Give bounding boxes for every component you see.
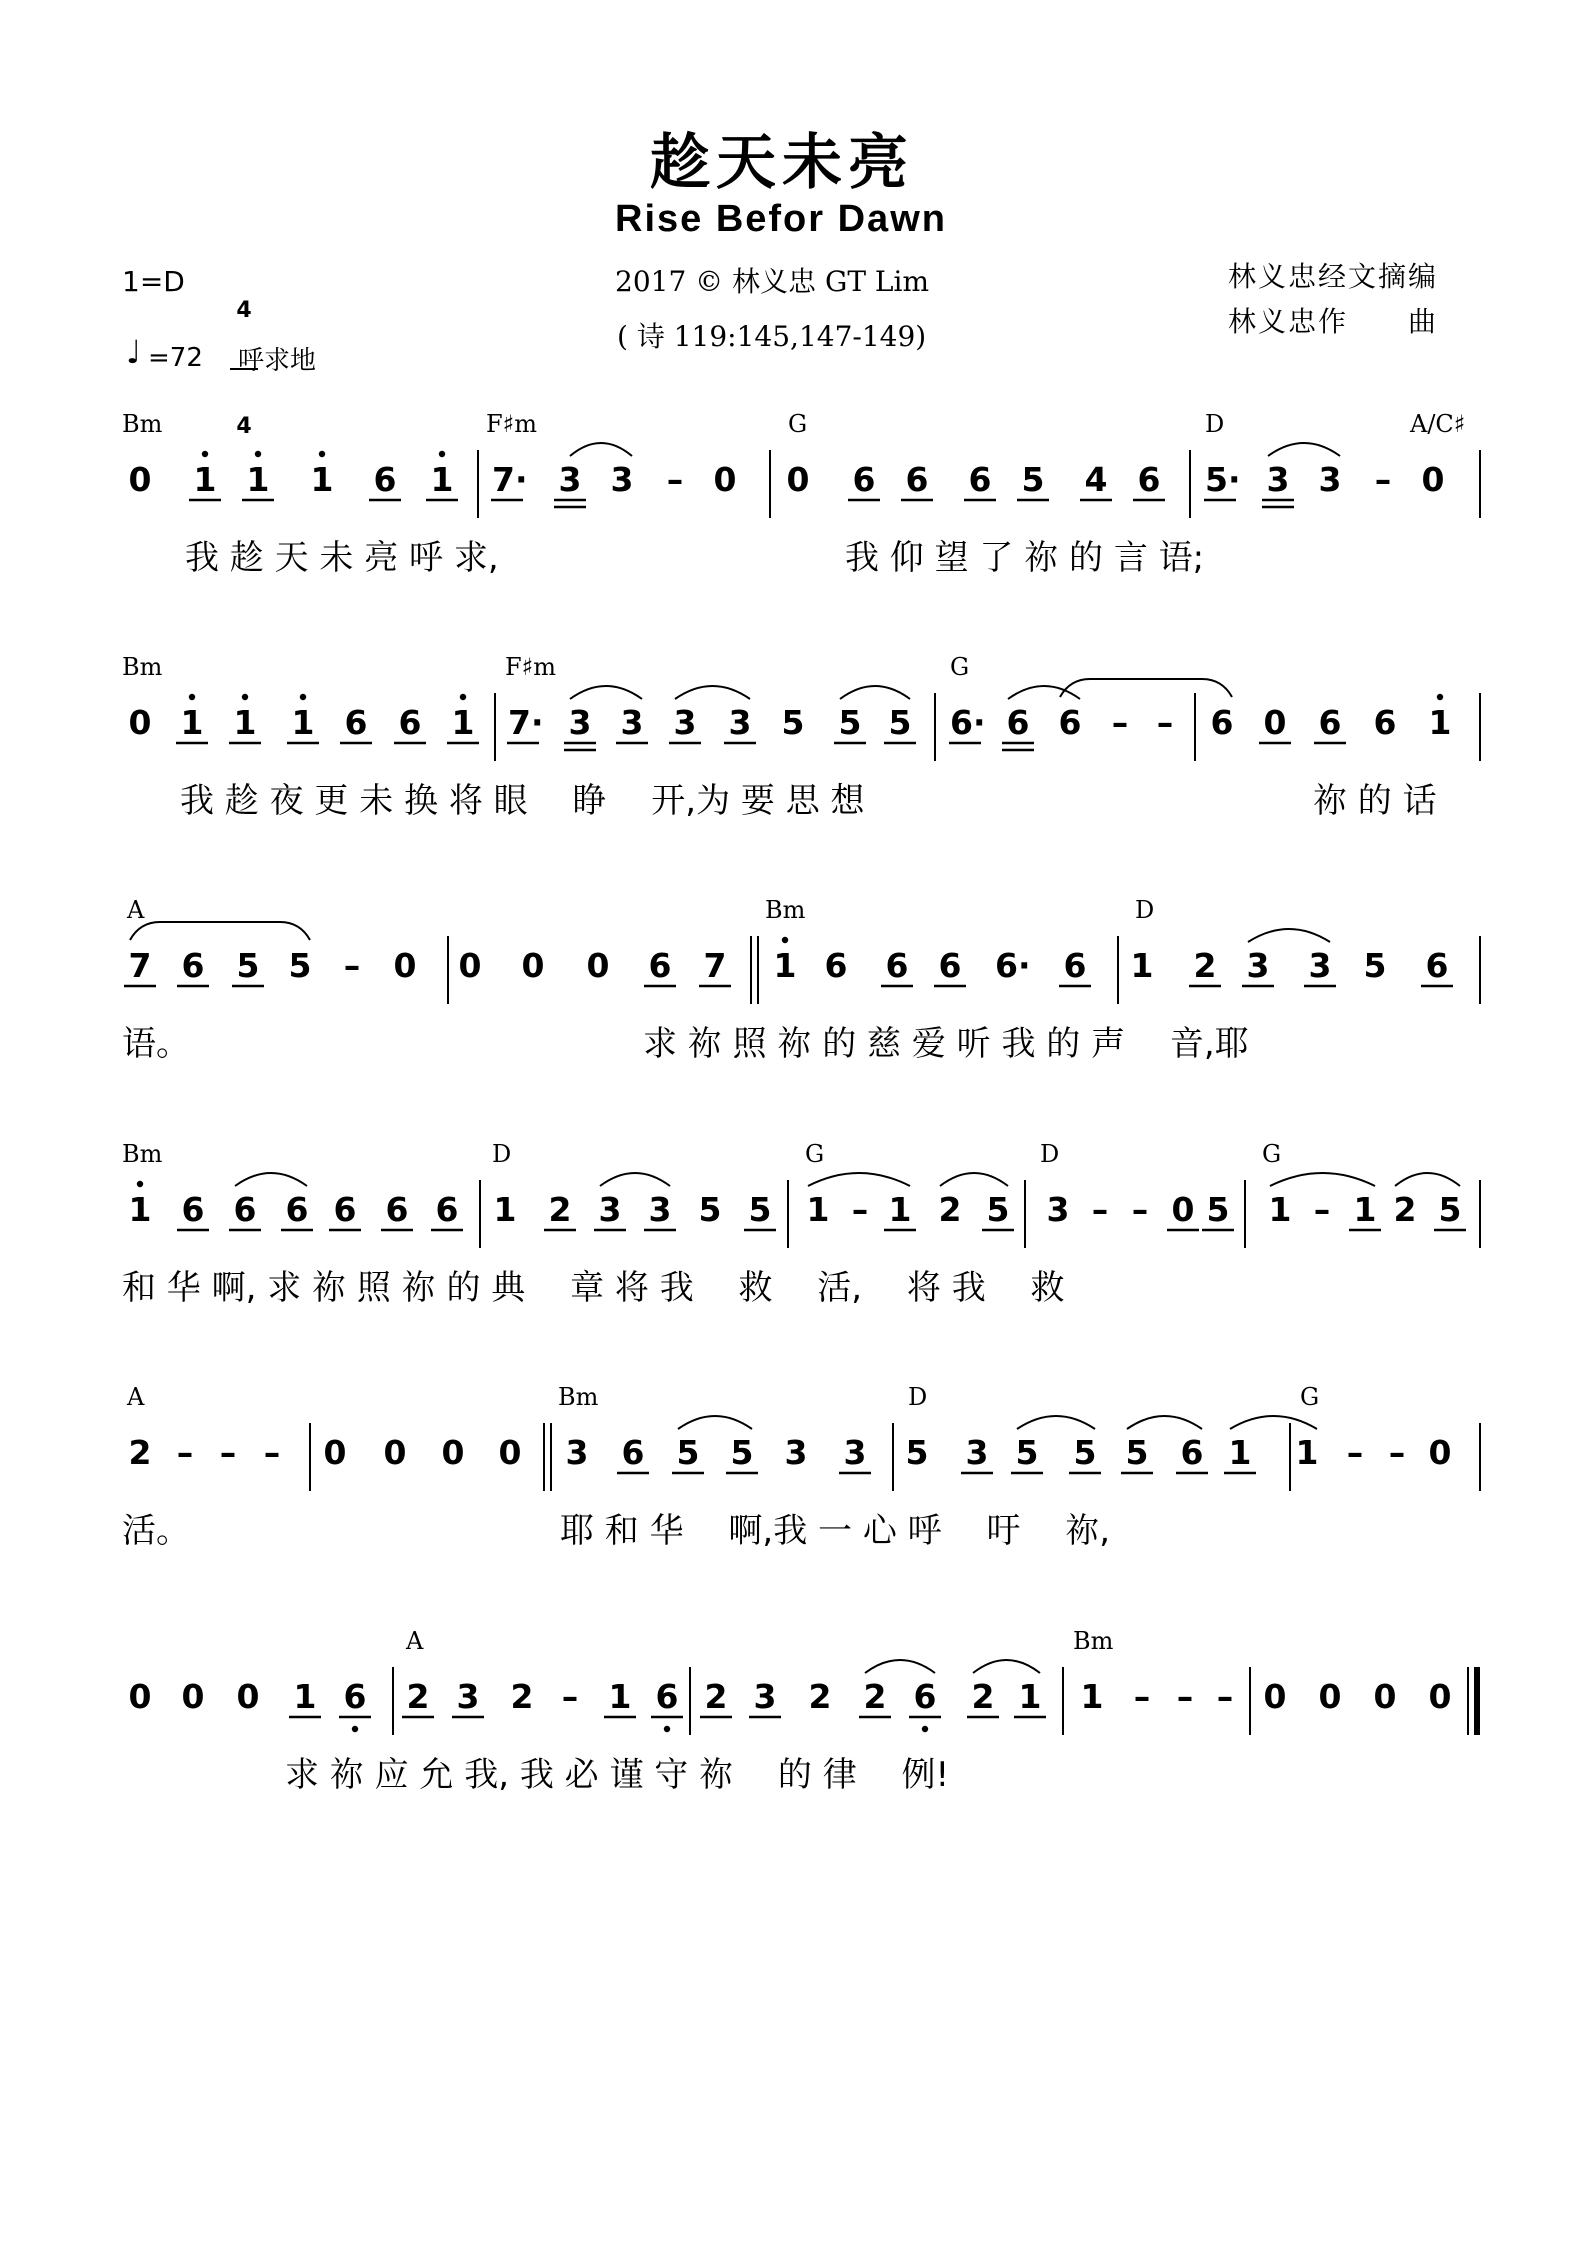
note: 5 [698,1190,722,1229]
note: 1 [310,460,334,499]
note: 5· [1205,460,1241,499]
slur-arc [865,1660,935,1673]
note: 5 [1438,1190,1462,1229]
note: 0 [1318,1677,1342,1716]
note: 5 [1073,1433,1097,1472]
chord-symbol: D [1135,896,1155,924]
slur-arc [570,686,642,699]
note: 6 [1137,460,1161,499]
slur-arc [1008,686,1080,699]
note: 0 [383,1433,407,1472]
slur-arc [808,1173,910,1186]
note: 0 [586,946,610,985]
note: 3 [843,1433,867,1472]
lyric-line: 求 祢 应 允 我, 我 必 谨 守 祢 的 律 例! [285,1755,950,1795]
note: 6 [233,1190,257,1229]
note: 5 [781,703,805,742]
note: – [1313,1190,1331,1229]
lyric-line: 求 祢 照 祢 的 慈 爱 听 我 的 声 音,耶 [643,1024,1249,1064]
slur-arc [940,1173,1008,1186]
note: 6 [885,946,909,985]
note: 6 [398,703,422,742]
lyric-line: 我 趁 夜 更 未 换 将 眼 睁 开,为 要 思 想 [180,781,865,821]
note: 6 [385,1190,409,1229]
note: 3 [1246,946,1270,985]
note: 5 [730,1433,754,1472]
note: 5 [748,1190,772,1229]
note: – [666,460,684,499]
chord-symbol: Bm [765,896,806,924]
note: 3 [1308,946,1332,985]
note: 1 [1353,1190,1377,1229]
note: 3 [1318,460,1342,499]
note: 1 [1228,1433,1252,1472]
low-octave-dot [352,1726,358,1732]
note: – [1388,1433,1406,1472]
note: 7 [703,946,727,985]
note: 6 [343,1677,367,1716]
high-octave-dot [189,694,195,700]
high-octave-dot [202,451,208,457]
long-tie-arc [1060,679,1232,697]
note: 2 [704,1677,728,1716]
note: 2 [406,1677,430,1716]
note: 5 [1206,1190,1230,1229]
slur-arc [973,1660,1040,1673]
note: 2 [808,1677,832,1716]
note: 1 [430,460,454,499]
chord-symbol: G [805,1140,825,1168]
note: 3 [456,1677,480,1716]
slur-arc [1270,1173,1375,1186]
note: 7 [128,946,152,985]
quarter-note-icon: ♩ [126,333,142,371]
chord-symbol: Bm [1073,1627,1114,1655]
note: – [219,1433,237,1472]
note: 0 [128,703,152,742]
note: 0 [1263,703,1287,742]
chord-symbol: D [908,1383,928,1411]
note: – [1111,703,1129,742]
lyric-line: 祢 的 话 [1313,781,1437,821]
note: 6 [824,946,848,985]
note: 3 [965,1433,989,1472]
chord-symbol: A [127,896,145,924]
key-signature: 1=D [122,265,185,298]
tempo-marking: =72 [148,343,203,373]
note: 6 [1063,946,1087,985]
note: 6 [285,1190,309,1229]
note: – [561,1677,579,1716]
note: 1 [1268,1190,1292,1229]
note: – [1374,460,1392,499]
note: – [176,1433,194,1472]
note: 0 [441,1433,465,1472]
note: 6 [938,946,962,985]
note: 6 [1058,703,1082,742]
scripture-reference: ( 诗 119:145,147-149) [617,320,927,353]
note: 0 [128,460,152,499]
lyric-line: 我 趁 天 未 亮 呼 求, [185,538,499,578]
high-octave-dot [439,451,445,457]
note: 6 [905,460,929,499]
note: 2 [128,1433,152,1472]
note: 2 [1193,946,1217,985]
slur-arc [570,443,632,456]
note: 1 [291,703,315,742]
note: 0 [1171,1190,1195,1229]
note: 1 [293,1677,317,1716]
note: 0 [181,1677,205,1716]
note: 1 [451,703,475,742]
chord-symbol: A [127,1383,145,1411]
note: 2 [510,1677,534,1716]
note: 3 [610,460,634,499]
note: 6 [1180,1433,1204,1472]
slur-arc [1017,1416,1095,1429]
note: 1 [193,460,217,499]
note: 0 [323,1433,347,1472]
note: 6 [1373,703,1397,742]
note: – [1346,1433,1364,1472]
chord-symbol: D [492,1140,512,1168]
long-tie-arc [130,922,310,940]
note: 6 [344,703,368,742]
note: 0 [128,1677,152,1716]
note: 6 [913,1677,937,1716]
note: 1 [128,1190,152,1229]
note: 1 [888,1190,912,1229]
note: 6 [655,1677,679,1716]
note: 6· [950,703,986,742]
song-subtitle: Rise Befor Dawn [615,198,947,240]
note: 1 [180,703,204,742]
note: 6· [995,946,1031,985]
note: 0 [498,1433,522,1472]
slur-arc [1248,929,1330,942]
note: 3 [565,1433,589,1472]
note: 2 [971,1677,995,1716]
note: 1 [1428,703,1452,742]
note: 6 [1210,703,1234,742]
lyric-line: 和 华 啊, 求 祢 照 祢 的 典 章 将 我 救 活, 将 我 救 [122,1268,1065,1308]
chord-symbol: G [1262,1140,1282,1168]
note: 6 [333,1190,357,1229]
time-signature-bottom: 4 [236,414,252,439]
note: 5 [1125,1433,1149,1472]
chord-symbol: F♯m [486,410,538,438]
note: 5 [676,1433,700,1472]
note: 1 [233,703,257,742]
note: 6 [1425,946,1449,985]
note: 3 [558,460,582,499]
note: 0 [1263,1677,1287,1716]
lyric-line: 活。 [122,1511,190,1551]
slur-arc [1127,1416,1202,1429]
note: 6 [181,1190,205,1229]
note: 3 [753,1677,777,1716]
note: – [343,946,361,985]
note: 3 [568,703,592,742]
note: 0 [1421,460,1445,499]
note: – [1131,1190,1149,1229]
composer-credit: 林义忠作 曲 [1228,305,1439,338]
chord-symbol: Bm [558,1383,599,1411]
note: 1 [246,460,270,499]
high-octave-dot [460,694,466,700]
note: 2 [863,1677,887,1716]
note: 5 [1363,946,1387,985]
note: 6 [648,946,672,985]
note: 0 [786,460,810,499]
note: 1 [1018,1677,1042,1716]
note: 3 [1266,460,1290,499]
note: 0 [236,1677,260,1716]
note: 3 [673,703,697,742]
note: 2 [938,1190,962,1229]
note: 5 [236,946,260,985]
chord-symbol: G [1300,1383,1320,1411]
note: 5 [986,1190,1010,1229]
slur-arc [675,686,750,699]
lyricist-credit: 林义忠经文摘编 [1228,260,1439,293]
note: 2 [1393,1190,1417,1229]
chord-symbol: G [788,410,808,438]
note: 6 [621,1433,645,1472]
lyric-line: 语。 [122,1024,190,1064]
note: 0 [521,946,545,985]
note: – [1091,1190,1109,1229]
chord-symbol: Bm [122,653,163,681]
note: 7· [508,703,544,742]
chord-symbol: Bm [122,410,163,438]
note: 1 [1295,1433,1319,1472]
chord-symbol: A [406,1627,424,1655]
time-signature-top: 4 [236,298,252,323]
note: 3 [1046,1190,1070,1229]
note: 0 [393,946,417,985]
note: 3 [620,703,644,742]
note: – [1176,1677,1194,1716]
low-octave-dot [664,1726,670,1732]
chord-symbol: Bm [122,1140,163,1168]
note: 1 [806,1190,830,1229]
note: 1 [1130,946,1154,985]
low-octave-dot [922,1726,928,1732]
note: 0 [713,460,737,499]
note: 0 [1373,1677,1397,1716]
note: 3 [648,1190,672,1229]
note: – [1216,1677,1234,1716]
note: 5 [288,946,312,985]
chord-symbol: G [950,653,970,681]
high-octave-dot [319,451,325,457]
chord-symbol: D [1205,410,1225,438]
note: 6 [852,460,876,499]
note: – [263,1433,281,1472]
high-octave-dot [242,694,248,700]
slur-arc [235,1173,307,1186]
note: – [1156,703,1174,742]
note: 6 [181,946,205,985]
note: 1 [608,1677,632,1716]
lyric-line: 耶 和 华 啊,我 一 心 呼 吁 祢, [560,1511,1111,1551]
lyric-line: 我 仰 望 了 祢 的 言 语; [845,538,1205,578]
high-octave-dot [300,694,306,700]
note: 6 [373,460,397,499]
note: 2 [548,1190,572,1229]
note: 0 [1428,1433,1452,1472]
note: 6 [1318,703,1342,742]
note: 5 [838,703,862,742]
high-octave-dot [1437,694,1443,700]
note: 5 [1015,1433,1039,1472]
note: 3 [598,1190,622,1229]
chord-symbol: D [1040,1140,1060,1168]
note: 6 [968,460,992,499]
chord-symbol: F♯m [505,653,557,681]
note: – [851,1190,869,1229]
note: 6 [435,1190,459,1229]
note: 7· [492,460,528,499]
slur-arc [1268,443,1340,456]
slur-arc [1395,1173,1460,1186]
note: 5 [905,1433,929,1472]
note: 1 [493,1190,517,1229]
song-title: 趁天未亮 [650,128,914,198]
high-octave-dot [137,1181,143,1187]
note: 3 [728,703,752,742]
note: 5 [888,703,912,742]
slur-arc [1230,1416,1317,1429]
high-octave-dot [782,937,788,943]
note: – [1133,1677,1151,1716]
note: 1 [773,946,797,985]
expression-marking: 呼求地 [238,346,317,376]
note: 0 [458,946,482,985]
slur-arc [678,1416,752,1429]
note: 6 [1006,703,1030,742]
slur-arc [840,686,910,699]
slur-arc [600,1173,670,1186]
high-octave-dot [255,451,261,457]
note: 1 [1080,1677,1104,1716]
note: 5 [1021,460,1045,499]
chord-symbol: A/C♯ [1410,410,1466,438]
note: 3 [784,1433,808,1472]
note: 0 [1428,1677,1452,1716]
note: 4 [1084,460,1108,499]
copyright-line: 2017 © 林义忠 GT Lim [615,265,930,298]
